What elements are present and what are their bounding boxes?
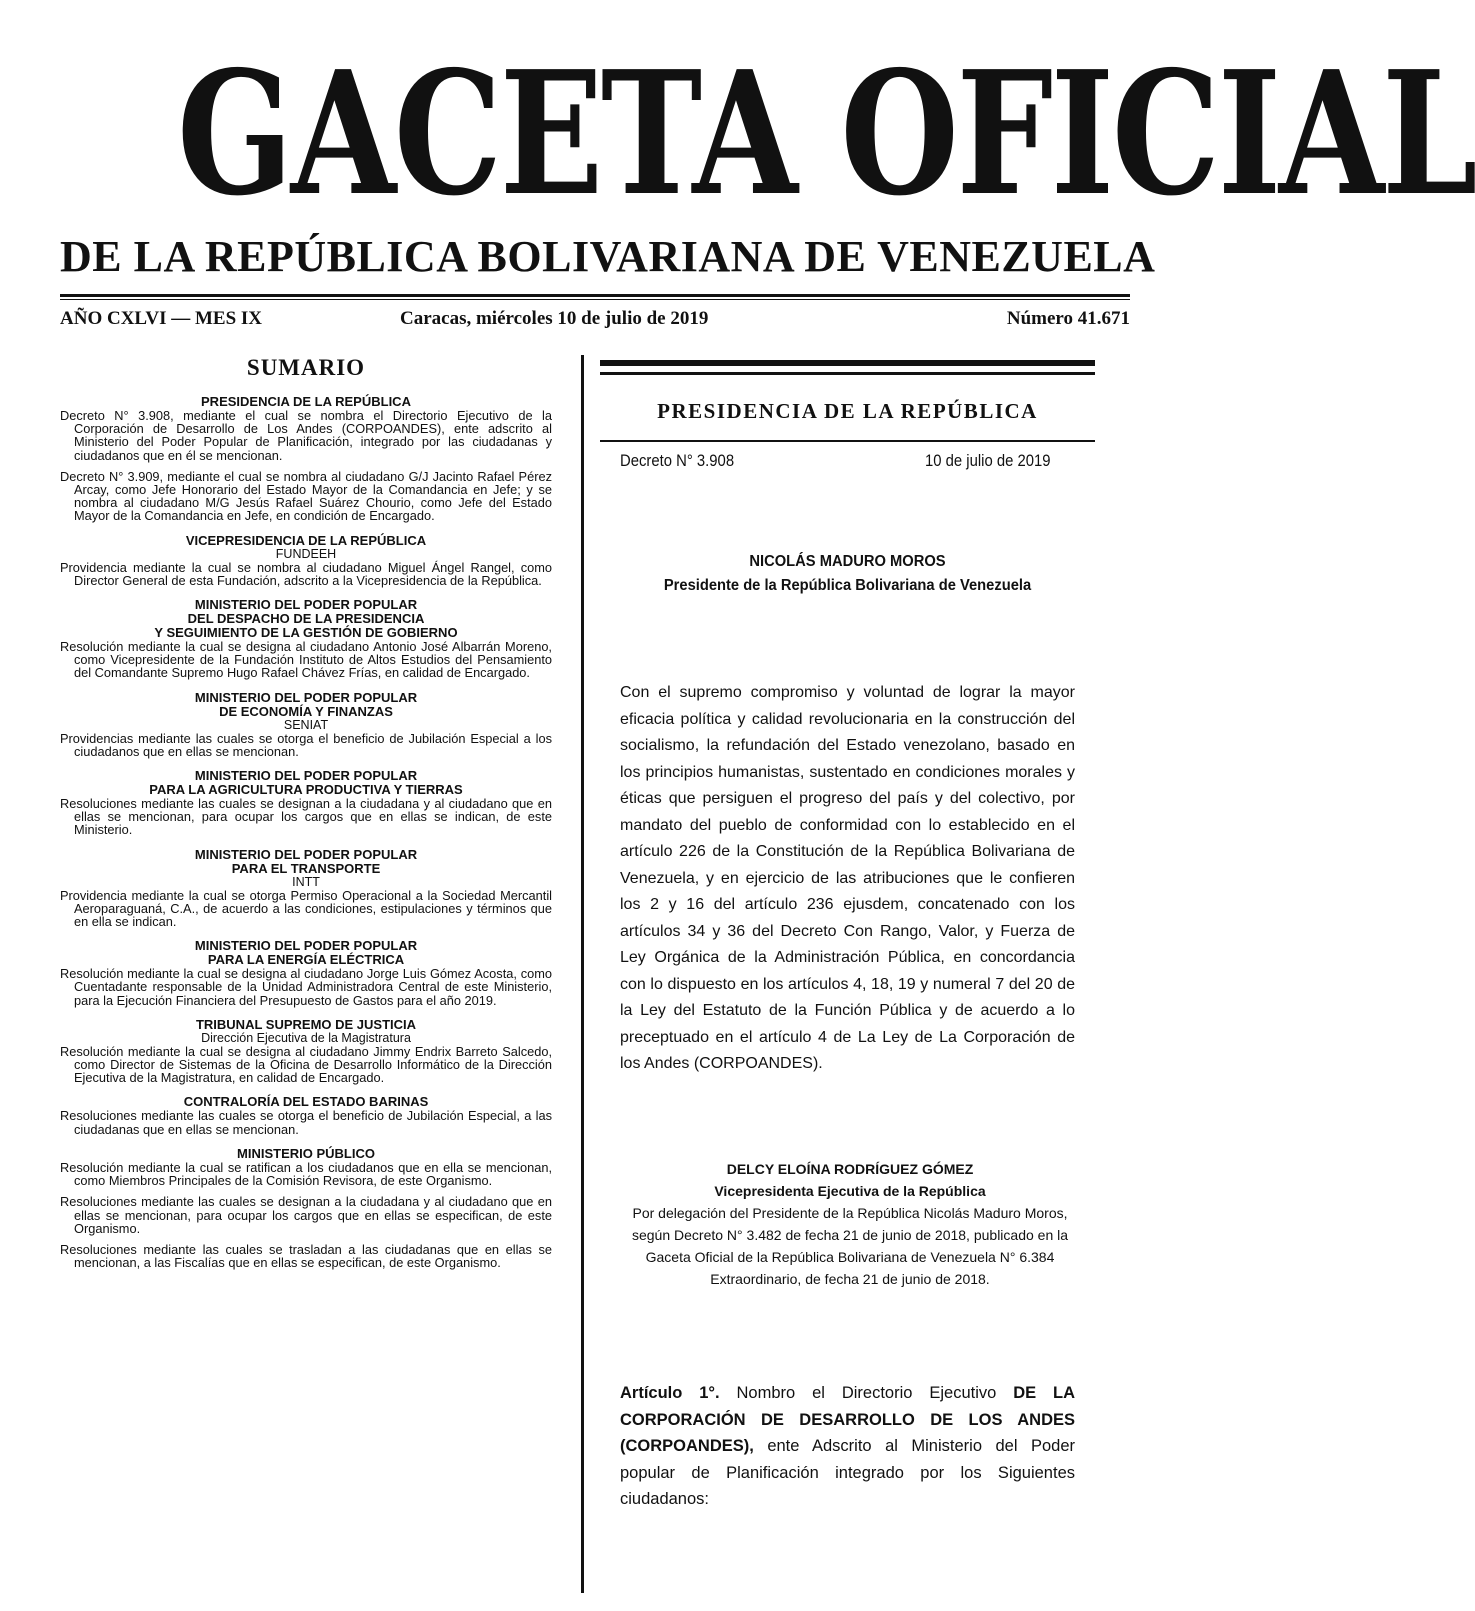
sumario-subheading: FUNDEEH — [275, 546, 337, 561]
sumario-entry: Resoluciones mediante las cuales se otorga el beneficio de Jubilación Especial, a las ciudadanas que en ellas se mencionan. — [60, 1108, 552, 1137]
masthead-rule-thin — [60, 299, 1130, 300]
sumario-heading: MINISTERIO DEL PODER POPULAR PARA LA AGRICULTURA PRODUCTIVA Y TIERRAS — [149, 768, 463, 798]
sumario-entry: Resoluciones mediante las cuales se designan a la ciudadana y al ciudadano que en ellas se mencionan, para ocupar los cargos que en ellas se indican, de este Ministerio. — [60, 796, 552, 838]
sumario-heading: MINISTERIO DEL PODER POPULAR PARA LA ENERGÍA ELÉCTRICA — [194, 938, 418, 968]
decree-date: 10 de julio de 2019 — [925, 452, 1051, 470]
sumario-section-vicepresidencia — [60, 534, 552, 587]
sumario-subheading: Dirección Ejecutiva de la Magistratura — [201, 1030, 411, 1045]
sumario-heading: MINISTERIO DEL PODER POPULAR DE ECONOMÍA Y FINANZAS — [194, 689, 418, 719]
decree-preamble: Con el supremo compromiso y voluntad de lograr la mayor eficacia política y calidad revolucionaria en la construcción del socialismo, la refundación del Estado venezolano, basado en los principios humanistas, sustentado en condiciones morales y éticas que persiguen el progreso del país y del colectivo, por mandato del pueblo de conformidad con lo establecido en el artículo 226 de la Constitución de la República Bolivariana de Venezuela, y en ejercicio de las atribuciones que le confieren los 2 y 16 del artículo 236 ejusdem, concatenado con los artículos 34 y 36 del Decreto Con Rango, Valor, y Fuerza de Ley Orgánica de la Administración Pública, en concordancia con lo dispuesto en los artículos 4, 18, 19 y numeral 7 del 20 de la Ley del Estatuto de la Función Pública y de acuerdo a lo preceptuado en el artículo 4 de La Ley de La Corporación de los Andes (CORPOANDES). — [620, 684, 1075, 1072]
sumario-section-agricultura — [60, 769, 552, 837]
sumario-entry: Decreto N° 3.909, mediante el cual se nombra al ciudadano G/J Jacinto Rafael Pérez Arcay, como Jefe Honorario del Estado Mayor de la Comandancia en Jefe; y se nombra al ciudadano M/G Jesús Rafael Suárez Chourio, como Jefe del Estado Mayor de la Comandancia en Jefe, en condición de Encargado. — [60, 468, 552, 524]
section-bar — [600, 360, 1095, 366]
vp-name: DELCY ELOÍNA RODRÍGUEZ GÓMEZ — [726, 1161, 974, 1177]
sumario-entry: Resoluciones mediante las cuales se trasladan a las ciudadanas que en ellas se mencionan, a las Fiscalías que en ellas se especifican, de este Organismo. — [60, 1241, 552, 1271]
masthead-subtitle: DE LA REPÚBLICA BOLIVARIANA DE VENEZUELA — [60, 232, 1156, 281]
column-divider — [581, 355, 584, 1593]
sumario-column — [60, 355, 552, 1269]
vp-delegation: Por delegación del Presidente de la República Nicolás Maduro Moros, según Decreto N° 3.482 de fecha 21 de junio de 2018, publicado en la Gaceta Oficial de la República Bolivariana de Venezuela N° 6.384 Extraordinario, de fecha 21 de junio de 2018. — [631, 1205, 1069, 1287]
sumario-entry: Resolución mediante la cual se designa al ciudadano Jorge Luis Gómez Acosta, como Cuentadante responsable de la Unidad Administradora Central de este Ministerio, para la Ejecución Financiera del Presupuesto de Gastos para el año 2019. — [60, 966, 552, 1008]
issue-year-month: AÑO CXLVI — MES IX — [60, 308, 262, 329]
article-1 — [620, 1380, 1075, 1513]
masthead-title: GACETA OFICIAL — [177, 34, 1475, 234]
sumario-entry: Resolución mediante la cual se designa al ciudadano Jimmy Endrix Barreto Salcedo, como Director de Sistemas de la Oficina de Desarrollo Informático de la Dirección Ejecutiva de la Magistratura, en calidad de Encargado. — [60, 1043, 552, 1086]
sumario-section-contraloria — [60, 1095, 552, 1135]
sumario-heading: PRESIDENCIA DE LA REPÚBLICA — [201, 394, 411, 409]
sumario-entry: Decreto N° 3.908, mediante el cual se nombra el Directorio Ejecutivo de la Corporación de Desarrollo de Los Andes (CORPOANDES), ente adscrito al Ministerio del Poder Popular de Planificación, integrado por las ciudadanas y ciudadanos que en él se mencionan. — [60, 408, 552, 463]
vp-signature-block — [630, 1158, 1070, 1290]
issue-number: Número 41.671 — [1006, 308, 1130, 329]
sumario-heading: CONTRALORÍA DEL ESTADO BARINAS — [183, 1094, 429, 1110]
sumario-entry: Providencia mediante la cual se otorga Permiso Operacional a la Sociedad Mercantil Aeroparaguaná, C.A., de acuerdo a las condiciones, estipulaciones y términos que en ella se indican. — [60, 887, 552, 930]
heading-rule — [600, 440, 1095, 442]
sumario-subheading: SENIAT — [283, 717, 329, 732]
sumario-section-transporte — [60, 848, 552, 929]
sumario-section-tsj — [60, 1018, 552, 1085]
masthead-rule — [60, 294, 1130, 297]
issue-line — [60, 308, 1130, 334]
sumario-section-energia — [60, 939, 552, 1007]
sumario-heading: MINISTERIO DEL PODER POPULAR DEL DESPACHO DE LA PRESIDENCIA Y SEGUIMIENTO DE LA GESTIÓN DE GOBIERNO — [154, 597, 458, 641]
section-heading: PRESIDENCIA DE LA REPÚBLICA — [657, 399, 1038, 423]
article-label: Artículo 1°. — [620, 1384, 720, 1402]
sumario-title: SUMARIO — [246, 355, 366, 380]
article-text-rest: ente Adscrito al Ministerio del Poder popular de Planificación integrado por los Siguientes ciudadanos: — [620, 1437, 1075, 1508]
section-bar-thin — [600, 372, 1095, 375]
decree-number: Decreto N° 3.908 — [620, 452, 735, 470]
sumario-section-despacho — [60, 598, 552, 680]
sumario-entry: Providencia mediante la cual se nombra al ciudadano Miguel Ángel Rangel, como Director General de esta Fundación, adscrito a la Vicepresidencia de la República. — [60, 559, 552, 588]
article-entity: DE LA CORPORACIÓN DE DESARROLLO DE LOS ANDES (CORPOANDES), — [620, 1384, 1076, 1455]
sumario-section-presidencia — [60, 395, 552, 523]
sumario-section-economia — [60, 691, 552, 758]
vp-role: Vicepresidenta Ejecutiva de la República — [714, 1183, 986, 1199]
sumario-entry: Resoluciones mediante las cuales se designan a la ciudadana y al ciudadano que en ellas se mencionan, para ocupar los cargos que en ellas se especifican, de este Organismo. — [60, 1194, 552, 1236]
sumario-entry: Resolución mediante la cual se designa al ciudadano Antonio José Albarrán Moreno, como Vicepresidente de la Fundación Instituto de Altos Estudios del Pensamiento del Comandante Supremo Hugo Rafael Chávez Frías, en calidad de Encargado. — [60, 639, 552, 681]
sumario-subheading: INTT — [292, 874, 320, 889]
issue-date: Caracas, miércoles 10 de julio de 2019 — [400, 308, 709, 329]
sumario-heading: MINISTERIO PÚBLICO — [237, 1145, 375, 1161]
sumario-entry: Providencias mediante las cuales se otorga el beneficio de Jubilación Especial a los ciudadanos que en ellas se mencionan. — [60, 730, 552, 759]
sumario-heading: TRIBUNAL SUPREMO DE JUSTICIA — [195, 1016, 417, 1032]
sumario-entry: Resolución mediante la cual se ratifican a los ciudadanos que en ella se mencionan, como Miembros Principales de la Comisión Revisora, de este Organismo. — [60, 1159, 552, 1189]
article-text: Nombro el Directorio Ejecutivo — [719, 1384, 1014, 1402]
sumario-heading: MINISTERIO DEL PODER POPULAR PARA EL TRANSPORTE — [194, 846, 418, 876]
signer-name: NICOLÁS MADURO MOROS — [749, 553, 946, 570]
sumario-heading: VICEPRESIDENCIA DE LA REPÚBLICA — [185, 532, 427, 548]
signer-role: Presidente de la República Bolivariana de Venezuela — [663, 577, 1032, 594]
sumario-section-ministerio-publico — [60, 1147, 552, 1269]
